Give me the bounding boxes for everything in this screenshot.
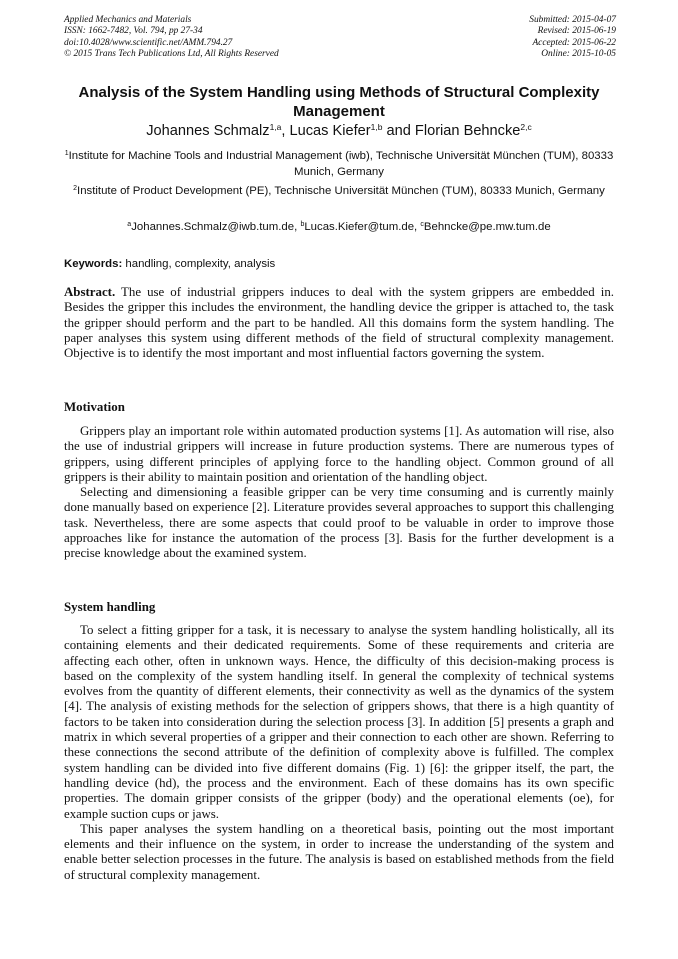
affiliation-marker: 1 xyxy=(64,150,69,157)
paragraph: Grippers play an important role within automated production systems [1]. As automation will rise, also the use of industrial grippers will increase in future production systems. There are numerous types of grippers, using different principles of applying force to the handling object. Common ground of all grippers is their ability to maintain position and orientation of the handling object. xyxy=(64,424,614,484)
journal-doi: doi:10.4028/www.scientific.net/AMM.794.27 xyxy=(64,37,233,48)
journal-info xyxy=(64,15,279,60)
publication-dates xyxy=(529,15,616,60)
email-separator: , xyxy=(414,221,421,233)
keywords-label: Keywords: xyxy=(64,258,123,270)
abstract xyxy=(64,285,614,361)
email-separator: , xyxy=(294,221,301,233)
paragraph: Selecting and dimensioning a feasible gripper can be very time consuming and is currently mainly done manually based on experience [2]. Literature provides several approaches to support this challenging task. Nevertheless, there are some aspects that could proof to be valuable in order to improve those approaches like for instance the automation of the process [3]. Basis for the further development is a precise knowledge about the examined system. xyxy=(64,485,614,561)
date-accepted: Accepted: 2015-06-22 xyxy=(532,37,616,48)
affiliation-text: Institute for Machine Tools and Industrial Management (iwb), Technische Universität München (TUM), 80333 Munich, Germany xyxy=(68,150,614,178)
paragraph: This paper analyses the system handling on a theoretical basis, pointing out the most important elements and their influence on the system, in order to increase the understanding of the system and enable better selection processes in the future. The analysis is based on established methods from the field of structural complexity management. xyxy=(64,821,614,882)
abstract-label: Abstract. xyxy=(64,285,116,299)
journal-name: Applied Mechanics and Materials xyxy=(64,15,192,25)
paragraph: To select a fitting gripper for a task, it is necessary to analyse the system handling holistically, all its containing elements and their dedicated requirements. Some of these requirements and criteria are affecting each other, often in unknown ways. Hence, the difficulty of this decision-making process is based on the complexity of the system handling itself. In general the complexity of technical systems evolves from the quantity of different elements, their connectivity as well as the dynamics of the system [4]. The analysis of existing methods for the selection of grippers shows, that there is a high quantity of factors to be taken into consideration during the selection process [3]. In addition [5] presents a graph and matrix in which several properties of a gripper and their connection to each other are shown. Referring to these connections the second attribute of the definition of complexity above is fulfilled. The complex system handling can be divided into five different domains (Fig. 1) [6]: the gripper itself, the part, the handling device (hd), the process and the environment. Each of these domains has its own specific properties. The domain gripper consists of the gripper (body) and the operational elements (oe), for example suction cups or jaws. xyxy=(64,623,614,821)
affiliation-2 xyxy=(64,184,614,200)
journal-issn: ISSN: 1662-7482, Vol. 794, pp 27-34 xyxy=(64,26,203,37)
paper-title: Analysis of the System Handling using Methods of Structural Complexity Management xyxy=(78,84,600,120)
email-marker: a xyxy=(127,221,132,228)
email-address[interactable]: Lucas.Kiefer@tum.de xyxy=(304,221,415,233)
email-marker: c xyxy=(420,221,424,228)
section-motivation xyxy=(64,424,614,562)
section-heading-motivation: Motivation xyxy=(64,400,125,414)
date-online: Online: 2015-10-05 xyxy=(541,48,616,59)
date-revised: Revised: 2015-06-19 xyxy=(537,26,616,37)
author-affiliation-marker: 1,a xyxy=(269,122,282,132)
author-emails xyxy=(64,220,614,236)
author-name: Lucas Kiefer xyxy=(289,123,371,139)
email-marker: b xyxy=(300,221,305,228)
author-separator: and xyxy=(382,123,415,139)
date-submitted: Submitted: 2015-04-07 xyxy=(529,15,616,25)
author-affiliation-marker: 2,c xyxy=(520,122,532,132)
section-system-handling xyxy=(64,623,614,883)
keywords xyxy=(64,257,614,272)
email-address[interactable]: Behncke@pe.mw.tum.de xyxy=(423,221,551,233)
email-address[interactable]: Johannes.Schmalz@iwb.tum.de xyxy=(131,221,295,233)
affiliation-marker: 2 xyxy=(73,185,78,192)
journal-copyright: © 2015 Trans Tech Publications Ltd, All Rights Reserved xyxy=(64,48,279,59)
author-name: Florian Behncke xyxy=(414,123,521,139)
author-separator: , xyxy=(281,123,290,139)
author-affiliation-marker: 1,b xyxy=(370,122,383,132)
abstract-text: The use of industrial grippers induces to deal with the system grippers are embedded in. Besides the gripper this includes the environment, the handling device the gripper is attached to, the task the gripper should perform and the part to be handled. All this domains form the system handling. The paper analyses this system using different methods of the field of structural complexity management. Objective is to identify the most important and most influential factors governing the system. xyxy=(64,285,614,361)
author-name: Johannes Schmalz xyxy=(146,123,270,139)
section-heading-system-handling: System handling xyxy=(64,600,156,614)
author-list xyxy=(64,122,614,140)
affiliation-1 xyxy=(64,149,614,180)
keywords-text: handling, complexity, analysis xyxy=(122,258,276,270)
affiliation-text: Institute of Product Development (PE), Technische Universität München (TUM), 80333 Munich, Germany xyxy=(77,185,605,197)
